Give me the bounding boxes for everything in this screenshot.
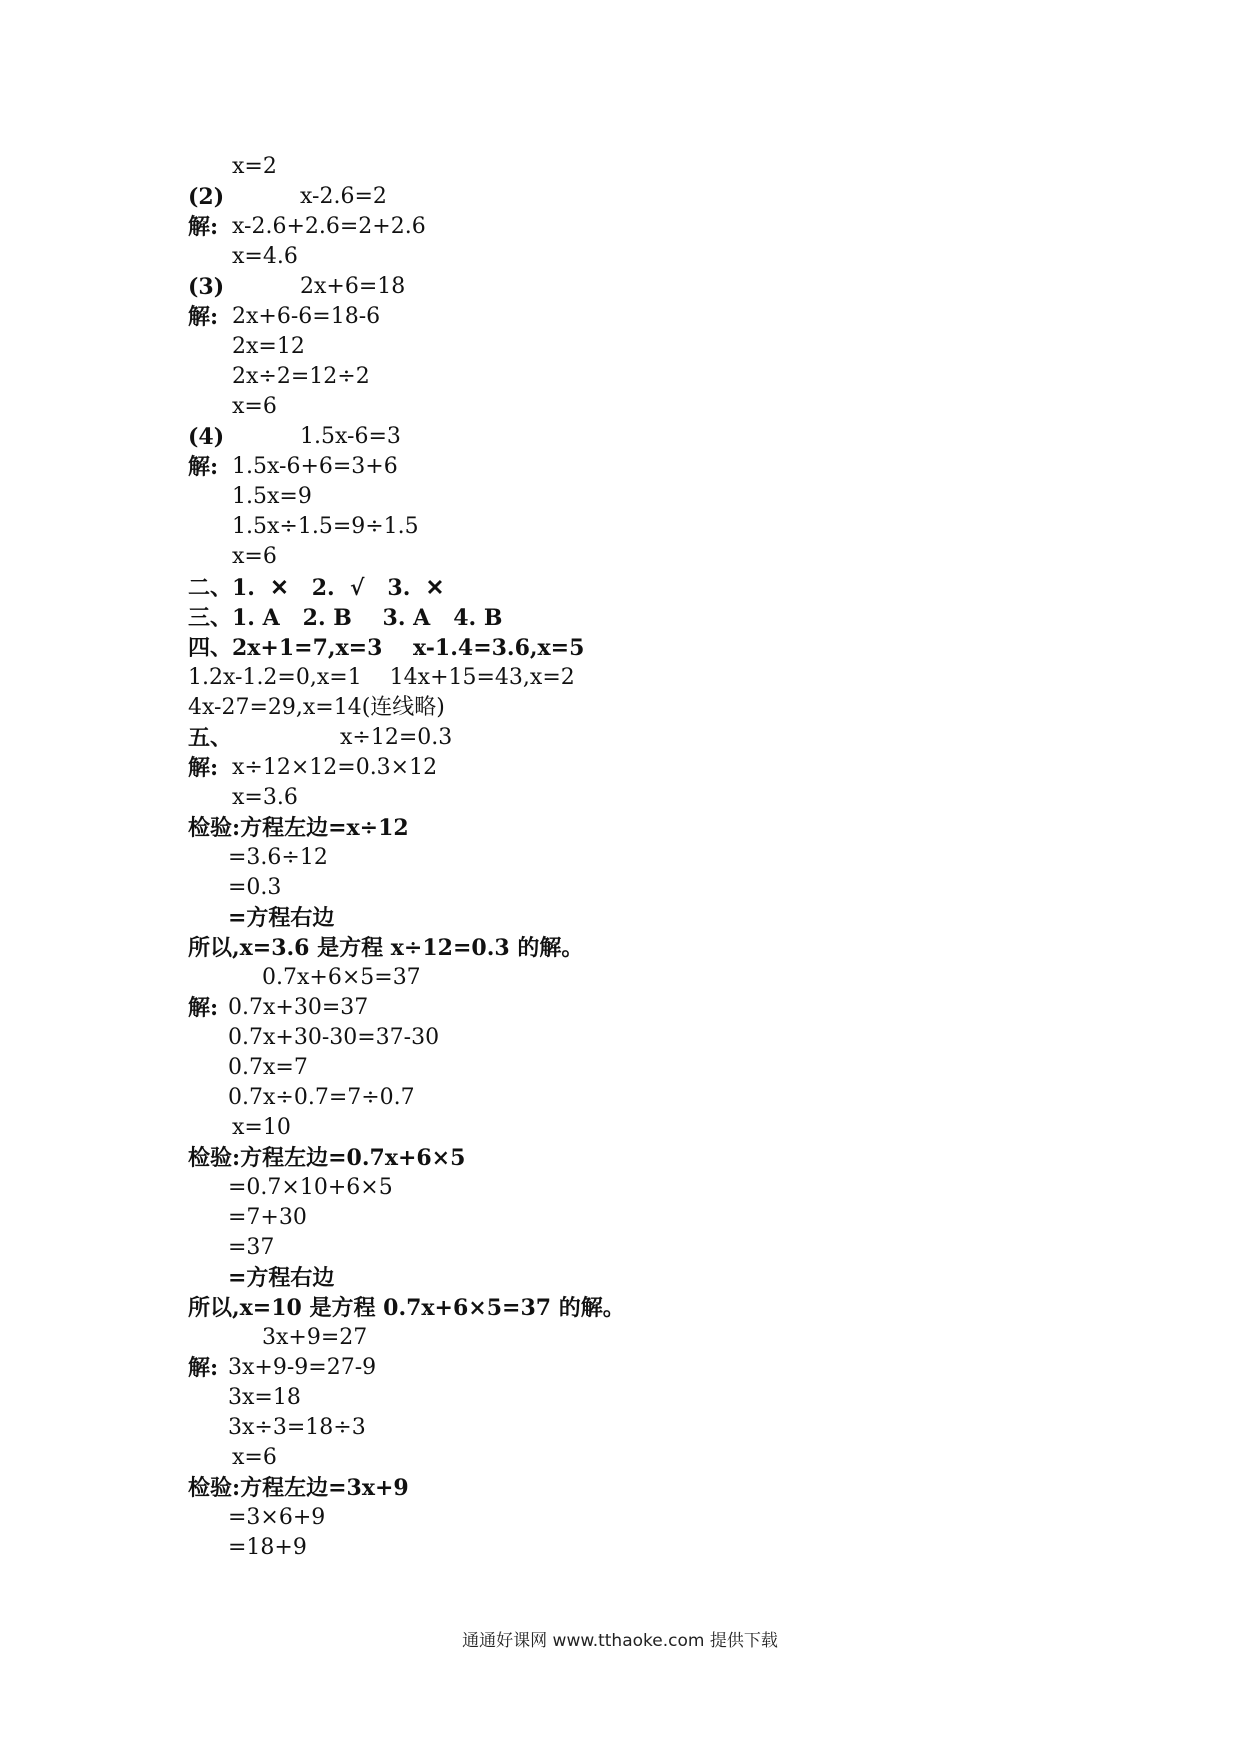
line: 0.7x+30=37 (228, 995, 369, 1020)
question-number: (3) (188, 274, 225, 300)
line: 2x=12 (232, 334, 305, 359)
check-line: 检验:方程左边=3x+9 (188, 1475, 409, 1501)
line: x=6 (232, 394, 277, 419)
solution-label: 解: (188, 755, 219, 781)
solution-label: 解: (188, 995, 219, 1021)
line: 0.7x÷0.7=7÷0.7 (228, 1085, 415, 1110)
section-five-label: 五、 (188, 725, 233, 751)
equation: 3x+9=27 (262, 1325, 368, 1350)
line: =方程右边 (228, 905, 335, 931)
line: =3×6+9 (228, 1505, 326, 1530)
line: 1.5x-6+6=3+6 (232, 454, 398, 479)
line: x=4.6 (232, 244, 298, 269)
line: 1.5x=9 (232, 484, 312, 509)
line: 2x+6-6=18-6 (232, 304, 381, 329)
equation: x-2.6=2 (300, 184, 387, 209)
line: x=3.6 (232, 785, 298, 810)
check-line: 检验:方程左边=x÷12 (188, 815, 409, 841)
line: x÷12×12=0.3×12 (232, 755, 438, 780)
line: 3x=18 (228, 1385, 301, 1410)
question-number: (2) (188, 184, 225, 210)
conclusion: 所以,x=3.6 是方程 x÷12=0.3 的解。 (188, 935, 584, 961)
line: 0.7x+30-30=37-30 (228, 1025, 440, 1050)
check-line: 检验:方程左边=0.7x+6×5 (188, 1145, 466, 1171)
line: 0.7x=7 (228, 1055, 308, 1080)
solution-label: 解: (188, 1355, 219, 1381)
line: 1.2x-1.2=0,x=1 14x+15=43,x=2 (188, 665, 575, 690)
line: 3x÷3=18÷3 (228, 1415, 366, 1440)
line: x=6 (232, 1445, 277, 1470)
section-four-answers: 四、2x+1=7,x=3 x-1.4=3.6,x=5 (188, 635, 585, 661)
equation: x÷12=0.3 (340, 725, 453, 750)
line: 4x-27=29,x=14(连线略) (188, 695, 445, 720)
line: =37 (228, 1235, 275, 1260)
solution-label: 解: (188, 214, 219, 240)
line: 2x÷2=12÷2 (232, 364, 370, 389)
line: x=6 (232, 544, 277, 569)
line: x=10 (232, 1115, 291, 1140)
conclusion: 所以,x=10 是方程 0.7x+6×5=37 的解。 (188, 1295, 625, 1321)
line: =18+9 (228, 1535, 307, 1560)
line: =方程右边 (228, 1265, 335, 1291)
line: =0.7×10+6×5 (228, 1175, 393, 1200)
section-two-answers: 二、1. ✕ 2. √ 3. ✕ (188, 575, 445, 601)
equation: 2x+6=18 (300, 274, 406, 299)
line: x-2.6+2.6=2+2.6 (232, 214, 426, 239)
section-three-answers: 三、1. A 2. B 3. A 4. B (188, 605, 503, 631)
line: =0.3 (228, 875, 282, 900)
line: 1.5x÷1.5=9÷1.5 (232, 514, 419, 539)
line: 3x+9-9=27-9 (228, 1355, 377, 1380)
question-number: (4) (188, 424, 225, 450)
solution-label: 解: (188, 304, 219, 330)
equation: 0.7x+6×5=37 (262, 965, 421, 990)
line: =7+30 (228, 1205, 307, 1230)
solution-label: 解: (188, 454, 219, 480)
line: =3.6÷12 (228, 845, 328, 870)
equation: 1.5x-6=3 (300, 424, 401, 449)
line: x=2 (232, 154, 277, 179)
page-footer: 通通好课网 www.tthaoke.com 提供下载 (462, 1631, 778, 1651)
